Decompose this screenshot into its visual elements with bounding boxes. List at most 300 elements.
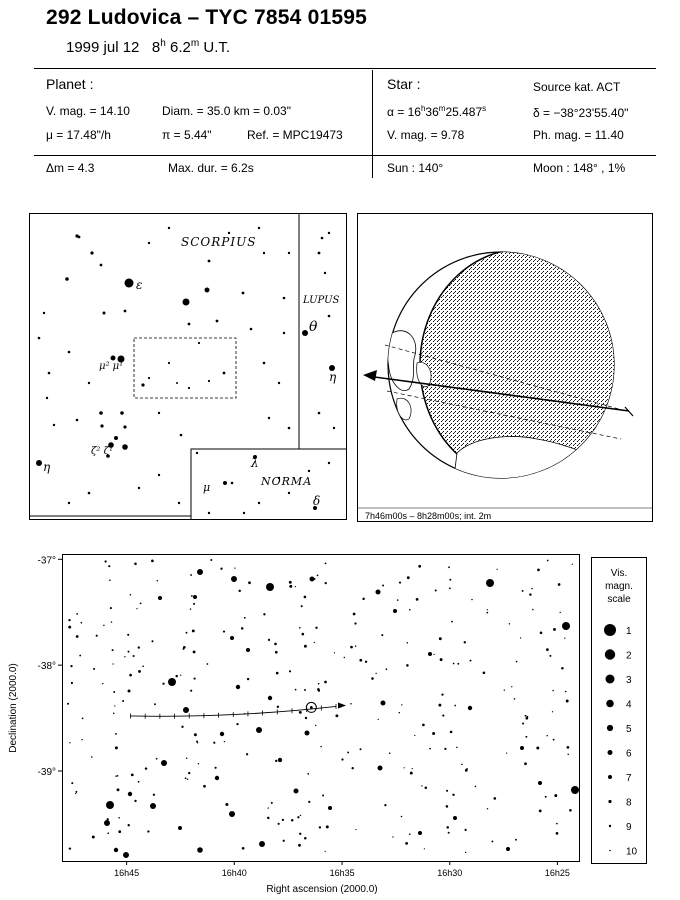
field-star xyxy=(559,612,560,613)
field-star xyxy=(353,613,356,616)
globe-caption: 7h46m00s – 8h28m00s; int. 2m xyxy=(365,511,492,521)
field-star xyxy=(124,656,125,657)
field-star xyxy=(446,805,449,808)
scale-dot xyxy=(606,700,614,708)
field-star xyxy=(365,661,367,663)
field-star xyxy=(320,746,321,747)
finder-star xyxy=(328,232,330,234)
field-star xyxy=(446,790,448,792)
finder-star xyxy=(243,512,245,514)
label-delta-norma: δ xyxy=(313,494,321,508)
finder-star xyxy=(318,412,321,415)
finder-star xyxy=(208,380,210,382)
field-star xyxy=(418,831,422,835)
finder-star xyxy=(176,382,178,384)
x-tick-label: 16h25 xyxy=(544,868,570,878)
field-star xyxy=(181,726,183,728)
field-star xyxy=(162,683,164,685)
field-star xyxy=(520,746,524,750)
field-star xyxy=(67,703,69,705)
field-star xyxy=(531,588,533,590)
ra-seconds: 25.487 xyxy=(445,105,483,119)
field-star xyxy=(178,826,182,830)
finder-star xyxy=(123,425,126,428)
ra-prefix: α = 16 xyxy=(387,105,421,119)
scale-mag-label: 7 xyxy=(626,773,632,784)
field-star xyxy=(449,579,451,581)
field-star xyxy=(194,733,197,736)
header-divider xyxy=(372,70,373,178)
field-star xyxy=(76,635,79,638)
field-star xyxy=(213,742,215,744)
field-star xyxy=(278,758,282,762)
magnitude-scale xyxy=(591,557,647,864)
y-tick-label: -37° xyxy=(37,555,56,567)
field-star xyxy=(304,645,307,648)
finder-star xyxy=(158,474,160,476)
field-star xyxy=(450,731,453,734)
finder-star xyxy=(288,427,291,430)
finder-star xyxy=(120,411,124,415)
field-star xyxy=(157,580,159,582)
field-star xyxy=(150,803,156,809)
field-star xyxy=(311,579,312,580)
field-star xyxy=(231,576,237,582)
field-star xyxy=(537,569,540,572)
field-star xyxy=(153,794,155,796)
label-eta-left: η xyxy=(43,460,51,474)
scale-dot xyxy=(608,800,611,803)
finder-star xyxy=(158,412,160,414)
field-star xyxy=(354,622,356,624)
field-star xyxy=(236,723,238,725)
field-star xyxy=(511,686,512,687)
scale-dot xyxy=(604,624,616,636)
field-star xyxy=(289,585,292,588)
field-star xyxy=(536,747,539,750)
field-star xyxy=(571,786,579,794)
field-star xyxy=(224,741,225,742)
field-star xyxy=(113,712,115,714)
field-star xyxy=(549,655,551,657)
field-star xyxy=(190,690,192,692)
field-star xyxy=(457,663,459,665)
field-star xyxy=(448,832,450,834)
field-star xyxy=(71,782,73,784)
field-star xyxy=(275,651,278,654)
finder-star xyxy=(148,242,150,244)
finder-star xyxy=(138,487,140,489)
star-heading: Star : xyxy=(387,76,421,92)
finder-star xyxy=(283,297,286,300)
field-star xyxy=(225,803,228,806)
field-star xyxy=(220,568,222,570)
field-star xyxy=(291,819,294,822)
field-star xyxy=(115,746,118,749)
field-star xyxy=(392,836,393,837)
field-star xyxy=(81,739,82,740)
y-ticks xyxy=(38,555,62,778)
field-star xyxy=(524,762,527,765)
scale-dot xyxy=(605,649,615,659)
field-star xyxy=(382,585,384,587)
field-star xyxy=(112,649,114,651)
finder-star xyxy=(258,502,260,504)
field-star xyxy=(446,826,449,829)
field-star xyxy=(138,646,140,648)
field-star xyxy=(355,829,356,830)
finder-star xyxy=(263,362,266,365)
field-star xyxy=(464,641,466,643)
field-star xyxy=(215,767,217,769)
field-star xyxy=(186,757,187,758)
field-star xyxy=(104,560,106,562)
field-star xyxy=(210,559,212,561)
field-star xyxy=(188,772,190,774)
field-star xyxy=(514,698,516,700)
finder-star xyxy=(100,264,103,267)
finder-star xyxy=(228,232,230,234)
x-tick-label: 16h40 xyxy=(221,868,247,878)
field-star xyxy=(190,608,191,609)
field-star xyxy=(529,593,531,595)
label-zeta-pair: ζ² ζ¹ xyxy=(91,446,114,457)
field-star xyxy=(453,663,455,665)
finder-star xyxy=(198,342,200,344)
field-star xyxy=(295,689,297,691)
finder-star xyxy=(216,320,219,323)
field-star xyxy=(532,609,534,611)
field-star xyxy=(452,794,454,796)
field-star xyxy=(475,786,477,788)
label-lambda: λ xyxy=(251,456,259,470)
finder-star xyxy=(328,462,330,464)
scale-dot xyxy=(607,725,613,731)
field-star xyxy=(190,574,192,576)
field-star xyxy=(504,690,505,691)
field-star xyxy=(180,674,181,675)
finder-star xyxy=(263,252,265,254)
finder-star xyxy=(36,460,42,466)
hour-unit: h xyxy=(160,38,166,49)
planet-heading: Planet : xyxy=(46,76,94,92)
scale-mag-label: 9 xyxy=(626,822,632,833)
field-star xyxy=(547,560,549,562)
finder-star xyxy=(288,252,290,254)
field-star xyxy=(81,622,83,624)
field-star xyxy=(328,806,332,810)
time-zone: U.T. xyxy=(203,39,231,56)
field-star xyxy=(68,619,70,621)
field-star xyxy=(234,567,235,568)
field-star xyxy=(168,678,176,686)
field-star xyxy=(194,678,196,680)
field-star xyxy=(351,767,353,769)
y-tick-label: -38° xyxy=(37,661,56,673)
field-star xyxy=(289,581,292,584)
field-star xyxy=(299,711,302,714)
field-star xyxy=(439,637,442,640)
field-star xyxy=(236,685,240,689)
scale-title-1: Vis. xyxy=(610,568,628,579)
field-star xyxy=(561,667,564,670)
finder-star xyxy=(258,227,260,229)
field-star xyxy=(277,706,279,708)
field-star xyxy=(117,775,119,777)
field-star xyxy=(401,704,402,705)
field-star xyxy=(305,731,310,736)
field-star xyxy=(128,651,130,653)
field-star xyxy=(465,852,466,853)
field-star xyxy=(515,839,517,841)
field-star xyxy=(558,583,561,586)
field-star xyxy=(229,811,235,817)
finder-star xyxy=(333,427,335,429)
field-star xyxy=(299,627,301,629)
finder-star xyxy=(46,397,48,399)
field-star xyxy=(491,840,493,842)
field-star xyxy=(545,796,547,798)
header-top-rule xyxy=(34,68,656,69)
scale-mag-label: 6 xyxy=(626,748,632,760)
field-star xyxy=(70,665,72,667)
field-star xyxy=(107,832,109,834)
field-star xyxy=(118,817,120,819)
field-star xyxy=(410,772,413,775)
finder-star xyxy=(76,419,79,422)
field-star xyxy=(106,801,114,809)
finder-star xyxy=(48,372,51,375)
field-star xyxy=(441,694,443,696)
field-star xyxy=(565,691,567,693)
field-star xyxy=(465,829,467,831)
field-star xyxy=(277,823,279,825)
x-tick-label: 16h35 xyxy=(329,868,355,878)
field-star xyxy=(487,609,488,610)
finder-star xyxy=(318,252,321,255)
field-star xyxy=(115,775,116,776)
field-star xyxy=(104,820,110,826)
field-star xyxy=(569,809,572,812)
ra-s-unit: s xyxy=(482,104,487,113)
finder-star xyxy=(125,279,134,288)
finder-star xyxy=(205,288,210,293)
x-axis-label: Right ascension (2000.0) xyxy=(266,884,378,895)
field-star xyxy=(525,717,528,720)
field-star xyxy=(91,756,93,758)
field-star xyxy=(509,623,510,624)
field-star xyxy=(112,663,113,664)
star-declination: δ = −38°23'55.40" xyxy=(533,106,629,120)
field-star xyxy=(294,789,299,794)
label-norma: NORMA xyxy=(261,475,313,488)
finder-star xyxy=(141,383,144,386)
field-star xyxy=(183,648,185,650)
scale-mag-label: 4 xyxy=(626,699,632,711)
field-star xyxy=(360,748,362,750)
field-star xyxy=(246,648,250,652)
field-star xyxy=(566,700,569,703)
finder-star xyxy=(38,337,41,340)
field-star xyxy=(304,837,307,840)
field-star xyxy=(275,760,277,762)
field-star xyxy=(130,594,132,596)
field-star xyxy=(572,564,573,565)
field-star xyxy=(486,612,488,614)
event-hour: 8 xyxy=(151,39,161,56)
field-star xyxy=(151,640,153,642)
field-star xyxy=(102,683,103,684)
field-star xyxy=(246,753,248,755)
field-star xyxy=(483,671,486,674)
field-star xyxy=(546,648,549,651)
field-star xyxy=(263,613,265,615)
star-vmag: V. mag. = 9.78 xyxy=(387,128,465,142)
field-star xyxy=(131,774,134,777)
field-star xyxy=(325,582,327,584)
scale-mag-label: 5 xyxy=(626,724,632,735)
field-star xyxy=(448,566,450,568)
field-star xyxy=(506,752,507,753)
scale-title-2: magn. xyxy=(605,581,633,592)
field-star xyxy=(496,569,497,570)
field-star xyxy=(301,605,303,607)
field-star xyxy=(435,589,437,591)
field-star xyxy=(324,681,327,684)
scale-dot xyxy=(606,675,615,684)
field-star xyxy=(386,668,388,670)
field-star xyxy=(381,634,383,636)
field-star xyxy=(449,587,451,589)
finder-chart xyxy=(29,213,347,520)
moon-elongation: Moon : 148° , 1% xyxy=(533,161,626,175)
label-scorpius: SCORPIUS xyxy=(181,235,257,249)
star-source: Source kat. ACT xyxy=(533,80,621,94)
field-star xyxy=(187,778,188,779)
field-star xyxy=(407,642,409,644)
ra-h-unit: h xyxy=(420,104,426,113)
field-star xyxy=(409,833,411,835)
finder-star xyxy=(223,481,227,485)
field-star xyxy=(307,773,309,775)
finder-star xyxy=(308,470,310,472)
field-star xyxy=(295,586,296,587)
scale-mag-label: 3 xyxy=(626,675,632,686)
field-star xyxy=(215,776,219,780)
field-star xyxy=(335,714,338,717)
field-star xyxy=(334,652,335,653)
field-star xyxy=(406,664,409,667)
field-star xyxy=(567,746,570,749)
globe-panel xyxy=(357,213,653,522)
finder-star xyxy=(180,434,183,437)
field-star xyxy=(418,565,421,568)
star-phmag: Ph. mag. = 11.40 xyxy=(533,128,624,142)
field-star xyxy=(465,769,468,772)
field-star xyxy=(347,751,349,753)
field-star xyxy=(433,654,434,655)
field-star xyxy=(158,596,162,600)
field-star xyxy=(197,847,203,853)
field-star xyxy=(185,777,187,779)
scale-dot xyxy=(608,775,612,779)
field-star xyxy=(117,788,120,791)
field-star xyxy=(282,819,284,821)
field-star xyxy=(319,826,321,828)
finder-star xyxy=(250,328,253,331)
field-star xyxy=(142,665,144,667)
field-star xyxy=(75,793,76,794)
field-star xyxy=(428,652,432,656)
finder-star xyxy=(43,312,45,314)
label-theta: θ xyxy=(309,319,318,335)
field-star xyxy=(193,650,196,653)
finder-star xyxy=(99,411,103,415)
label-lupus: LUPUS xyxy=(303,295,340,306)
field-star xyxy=(384,804,386,806)
field-star xyxy=(136,608,137,609)
field-star xyxy=(268,696,272,700)
field-star xyxy=(404,767,405,768)
finder-star xyxy=(168,362,170,364)
field-star xyxy=(147,830,149,832)
field-star xyxy=(444,748,446,750)
field-star xyxy=(378,766,383,771)
ra-m-unit: m xyxy=(438,104,446,113)
finder-star xyxy=(111,356,116,361)
field-star xyxy=(325,562,327,564)
field-star xyxy=(193,603,195,605)
field-star xyxy=(315,627,317,629)
field-star xyxy=(376,590,381,595)
field-star xyxy=(79,655,81,657)
field-star xyxy=(314,578,316,580)
field-star xyxy=(192,629,195,632)
star-chart xyxy=(0,548,590,898)
field-star xyxy=(562,622,570,630)
finder-star xyxy=(88,492,91,495)
finder-star xyxy=(53,424,55,426)
field-star xyxy=(96,635,98,637)
field-star xyxy=(546,735,547,736)
field-star xyxy=(318,683,320,685)
field-star xyxy=(268,807,269,808)
scale-mag-label: 1 xyxy=(626,626,632,637)
field-star xyxy=(304,596,307,599)
planet-parallax: π = 5.44" xyxy=(162,128,212,142)
field-star xyxy=(198,763,199,764)
finder-star xyxy=(278,382,280,384)
field-star xyxy=(468,706,472,710)
finder-star xyxy=(78,236,81,239)
planet-diameter: Diam. = 35.0 km = 0.03" xyxy=(162,104,291,118)
field-star xyxy=(298,844,301,847)
field-star xyxy=(308,801,310,803)
finder-star xyxy=(65,277,69,281)
field-star xyxy=(556,823,558,825)
field-star xyxy=(299,833,301,835)
field-star xyxy=(389,752,391,754)
field-star xyxy=(161,760,167,766)
field-star xyxy=(405,842,408,845)
field-star xyxy=(128,792,132,796)
field-star xyxy=(283,840,285,842)
field-star xyxy=(552,690,554,692)
field-star xyxy=(138,781,140,783)
label-mu-norma: μ xyxy=(203,481,211,494)
field-star xyxy=(429,748,431,750)
field-star xyxy=(274,643,277,646)
